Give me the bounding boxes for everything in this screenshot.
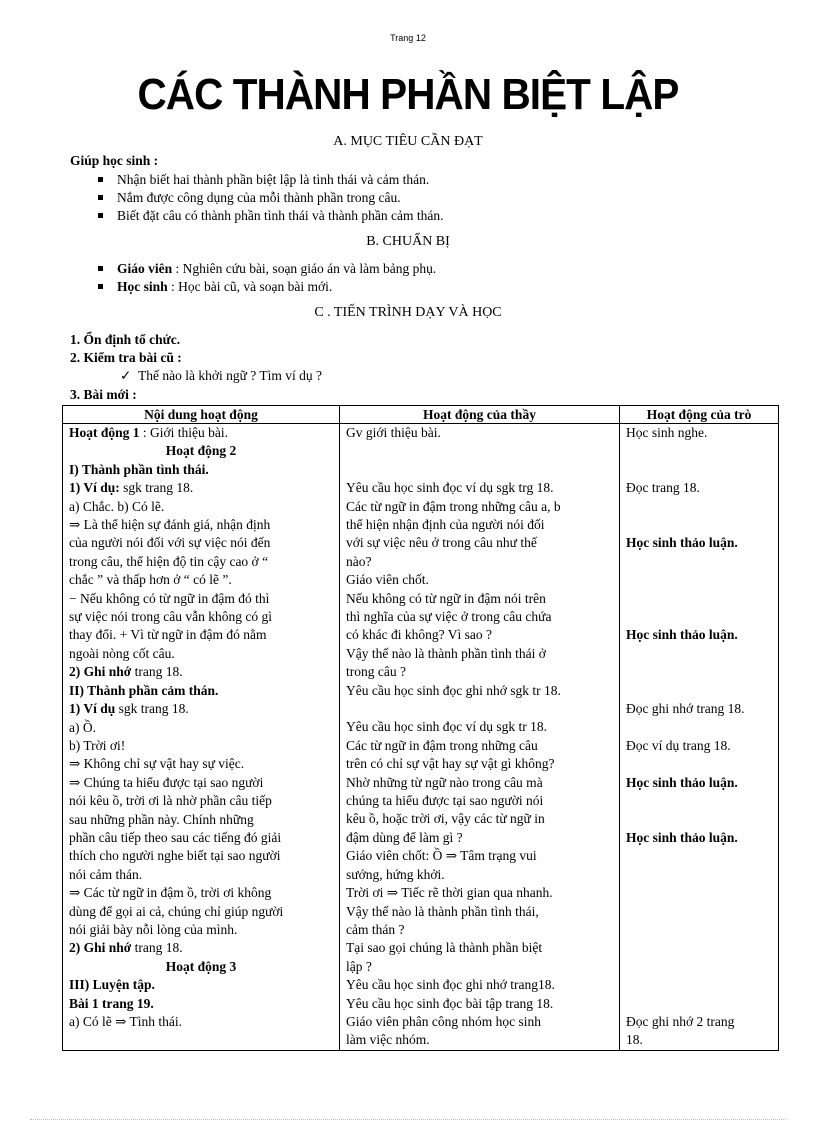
cell-text: thích cho người nghe biết tại sao người (69, 848, 281, 864)
cell-line (626, 553, 772, 571)
cell-text: sướng, hứng khởi. (346, 866, 445, 882)
cell-line (346, 663, 613, 681)
cell-text: 2) Ghi nhớ (69, 664, 132, 680)
cell-line (346, 608, 613, 626)
cell-line (69, 811, 333, 829)
cell-line (69, 700, 333, 718)
cell-text: cảm thán ? (346, 921, 405, 937)
cell-line (346, 442, 613, 460)
prep-label: Học sinh (117, 279, 168, 294)
cell-line (626, 498, 772, 516)
cell-line (626, 774, 772, 792)
cell-text: Giáo viên chốt. (346, 572, 429, 588)
cell-line (69, 1013, 333, 1031)
cell-text: Học sinh thảo luận. (626, 774, 738, 790)
cell-line (69, 847, 333, 865)
cell-text: nói cảm thán. (69, 866, 143, 882)
cell-text: Yêu cầu học sinh đọc ví dụ sgk trg 18. (346, 480, 554, 496)
table-row (63, 424, 779, 1051)
cell-text: Học sinh thảo luận. (626, 627, 738, 643)
check-question-text: Thế nào là khởi ngữ ? Tìm ví dụ ? (138, 368, 323, 383)
cell-line (626, 645, 772, 663)
cell-line (626, 957, 772, 975)
cell-text: Gv giới thiệu bài. (346, 425, 441, 440)
cell-line (626, 442, 772, 460)
cell-line (69, 774, 333, 792)
cell-text: b) Trời ơi! (69, 737, 126, 753)
cell-line (626, 663, 772, 681)
cell-text: ⇒ Các từ ngữ in đậm ồ, trời ơi không (69, 885, 272, 901)
prep-item-teacher (95, 260, 436, 278)
cell-text: kêu ồ, hoặc trời ơi, vậy các từ ngữ in (346, 811, 545, 827)
cell-text: chúng ta hiểu được tại sao người nói (346, 793, 544, 809)
cell-line (346, 939, 613, 957)
cell-line (346, 792, 613, 810)
cell-text: Học sinh nghe. (626, 425, 708, 440)
cell-text-rest: sgk trang 18. (119, 480, 194, 496)
student-column (620, 424, 779, 1051)
cell-line (346, 737, 613, 755)
objective-item: Biết đặt câu có thành phần tình thái và thành phần cảm thán. (95, 207, 444, 225)
cell-line (69, 534, 333, 552)
section-b-list (95, 260, 436, 296)
cell-line (69, 608, 333, 626)
cell-text: Tại sao gọi chúng là thành phần biệt (346, 940, 543, 956)
cell-line (626, 424, 772, 442)
cell-line (69, 884, 333, 902)
cell-line (626, 792, 772, 810)
footer-divider (30, 1119, 786, 1120)
cell-line (69, 571, 333, 589)
cell-line (626, 682, 772, 700)
cell-line (626, 590, 772, 608)
section-a-heading: A. MỤC TIÊU CẦN ĐẠT (333, 134, 483, 149)
cell-text: ngoài nòng cốt câu. (69, 645, 175, 661)
cell-line (626, 700, 772, 718)
cell-line (69, 498, 333, 516)
cell-text: làm việc nhóm. (346, 1032, 430, 1048)
cell-text: Đọc ví dụ trang 18. (626, 737, 731, 753)
prep-text: : Nghiên cứu bài, soạn giáo án và làm bảng phụ. (172, 261, 437, 276)
section-a-bullets (95, 171, 444, 225)
section-c-heading: C . TIẾN TRÌNH DẠY VÀ HỌC (314, 305, 502, 320)
cell-line (69, 939, 333, 957)
cell-text: Học sinh thảo luận. (626, 829, 738, 845)
cell-text: đậm dùng để làm gì ? (346, 829, 463, 845)
cell-text-rest: trang 18. (131, 940, 183, 956)
step-2: 2. Kiểm tra bài cũ : (70, 350, 182, 365)
cell-text: nói giải bày nỗi lòng của mình. (69, 921, 238, 937)
cell-line (69, 719, 333, 737)
cell-line (626, 994, 772, 1012)
cell-line (626, 976, 772, 994)
cell-text: sự việc nói trong câu vẫn không có gì (69, 609, 273, 625)
step-1: 1. Ổn định tổ chức. (70, 332, 181, 347)
cell-text: II) Thành phần cảm thán. (69, 682, 219, 698)
cell-line (69, 626, 333, 644)
cell-line (346, 903, 613, 921)
cell-line (346, 498, 613, 516)
cell-line (346, 958, 613, 976)
cell-line (626, 847, 772, 865)
cell-line (346, 590, 613, 608)
check-question (120, 367, 322, 385)
cell-text: có khác đi không? Vì sao ? (346, 627, 492, 643)
cell-text: Vậy thế nào là thành phần tình thái ở (346, 645, 546, 661)
prep-text: : Học bài cũ, và soạn bài mới. (167, 279, 333, 294)
cell-line (626, 866, 772, 884)
cell-line (626, 608, 772, 626)
cell-line (69, 442, 333, 460)
cell-line (69, 553, 333, 571)
cell-text: trên có chỉ sự vật hay sự vật gì không? (346, 756, 555, 772)
cell-text: Giáo viên phân công nhóm học sinh (346, 1013, 541, 1029)
cell-text: ⇒ Không chỉ sự vật hay sự việc. (69, 756, 245, 772)
cell-line (69, 737, 333, 755)
cell-line (69, 792, 333, 810)
cell-line (346, 866, 613, 884)
cell-text: Vậy thế nào là thành phần tình thái, (346, 903, 539, 919)
cell-text: ⇒ Chúng ta hiểu được tại sao người (69, 774, 264, 790)
cell-text-rest: : Giới thiệu bài. (139, 425, 229, 440)
cell-text: Yêu cầu học sinh đọc bài tập trang 18. (346, 995, 554, 1011)
cell-line (626, 626, 772, 644)
cell-line (346, 479, 613, 497)
cell-line (626, 755, 772, 773)
cell-line (69, 995, 333, 1013)
cell-text: chắc ” và thấp hơn ở “ có lẽ ”. (69, 572, 232, 588)
cell-text: Đọc ghi nhớ 2 trang (626, 1013, 735, 1029)
cell-text: 1) Ví dụ: (69, 480, 120, 496)
cell-text: Các từ ngữ in đậm trong những câu a, b (346, 498, 561, 514)
cell-line (346, 1013, 613, 1031)
page-number: Trang 12 (390, 33, 426, 43)
cell-line (346, 847, 613, 865)
cell-line (626, 534, 772, 552)
cell-line (626, 1031, 772, 1049)
cell-line (69, 516, 333, 534)
cell-line (346, 553, 613, 571)
page-title: CÁC THÀNH PHẦN BIỆT LẬP (137, 70, 679, 119)
cell-line (346, 571, 613, 589)
cell-line (69, 976, 333, 994)
cell-line (346, 829, 613, 847)
cell-line (626, 829, 772, 847)
cell-line (69, 958, 333, 976)
cell-text: ⇒ Là thể hiện sự đánh giá, nhận định (69, 517, 271, 533)
cell-text: Các từ ngữ in đậm trong những câu (346, 737, 538, 753)
table-header-row (63, 406, 779, 424)
cell-line (346, 626, 613, 644)
cell-text: nói kêu ồ, trời ơi là nhờ phần câu tiếp (69, 793, 272, 809)
cell-line (346, 645, 613, 663)
step-3: 3. Bài mới : (70, 387, 137, 402)
lesson-table (62, 405, 779, 1051)
cell-text: trong câu ? (346, 664, 406, 680)
cell-text: a) Có lẽ ⇒ Tình thái. (69, 1014, 183, 1029)
cell-line (69, 590, 333, 608)
cell-text-rest: sgk trang 18. (115, 701, 189, 717)
cell-text: Nếu không có từ ngữ in đậm nói trên (346, 590, 546, 606)
cell-text: Đọc trang 18. (626, 480, 700, 496)
section-b-heading: B. CHUẨN BỊ (366, 234, 450, 249)
cell-text: Hoạt động 3 (165, 958, 237, 974)
section-a-intro: Giúp học sinh : (70, 153, 159, 168)
cell-text: Hoạt động 1 (69, 425, 140, 440)
cell-text: Yêu cầu học sinh đọc ví dụ sgk tr 18. (346, 719, 547, 735)
cell-line (626, 921, 772, 939)
cell-text: a) Chắc. b) Có lẽ. (69, 498, 165, 514)
cell-line (346, 976, 613, 994)
cell-line (626, 737, 772, 755)
cell-text: thể hiện nhận định của người nói đối (346, 517, 545, 532)
cell-text: thay đổi. + Vì từ ngữ in đậm đó nằm (69, 627, 267, 643)
cell-line (346, 461, 613, 479)
cell-line (69, 829, 333, 847)
cell-line (346, 995, 613, 1013)
objective-item: Nhận biết hai thành phần biệt lập là tình thái và cảm thán. (95, 171, 444, 189)
cell-line (346, 516, 613, 534)
cell-text: Yêu cầu học sinh đọc ghi nhớ trang18. (346, 977, 555, 993)
header-teacher: Hoạt động của thầy (340, 406, 620, 424)
cell-line (69, 866, 333, 884)
cell-line (626, 516, 772, 534)
cell-text: Giáo viên chốt: Ồ ⇒ Tâm trạng vui (346, 848, 537, 864)
objective-item: Nắm được công dụng của mỗi thành phần trong câu. (95, 189, 444, 207)
cell-line (346, 718, 613, 736)
cell-line (346, 921, 613, 939)
cell-text: thì nghĩa của sự việc ở trong câu chứa (346, 609, 552, 625)
cell-text: sau những phần này. Chính những (69, 811, 254, 827)
content-column (63, 424, 340, 1051)
cell-text: Học sinh thảo luận. (626, 535, 738, 551)
cell-text: 2) Ghi nhớ (69, 940, 132, 956)
cell-line (346, 700, 613, 718)
cell-line (69, 424, 333, 442)
cell-line (346, 534, 613, 552)
cell-line (69, 479, 333, 497)
header-student: Hoạt động của trò (620, 406, 779, 424)
cell-text-rest: trang 18. (131, 664, 183, 680)
cell-text: Bài 1 trang 19. (69, 995, 154, 1011)
cell-text: a) Ồ. (69, 719, 96, 735)
cell-text: Đọc ghi nhớ trang 18. (626, 700, 745, 716)
cell-text: lập ? (346, 958, 372, 974)
prep-label: Giáo viên (117, 261, 173, 276)
teacher-column (340, 424, 620, 1051)
cell-line (346, 755, 613, 773)
cell-text: trong câu, thể hiện độ tin cậy cao ở “ (69, 553, 269, 569)
prep-item-student (95, 278, 436, 296)
cell-text: với sự việc nêu ở trong câu như thế (346, 535, 537, 551)
cell-line (346, 682, 613, 700)
cell-line (626, 718, 772, 736)
cell-line (626, 902, 772, 920)
cell-text: nào? (346, 553, 372, 569)
header-content: Nội dung hoạt động (63, 406, 340, 424)
cell-line (626, 939, 772, 957)
cell-text: I) Thành phần tình thái. (69, 461, 209, 477)
cell-text: Trời ơi ⇒ Tiếc rẽ thời gian qua nhanh. (346, 885, 553, 901)
cell-line (626, 810, 772, 828)
cell-text: 1) Ví dụ (69, 701, 116, 717)
cell-text: dùng để gọi ai cả, chúng chỉ giúp người (69, 903, 284, 919)
cell-text: Hoạt động 2 (165, 443, 237, 459)
cell-line (626, 461, 772, 479)
cell-text: Yêu cầu học sinh đọc ghi nhớ sgk tr 18. (346, 682, 561, 698)
cell-line (626, 479, 772, 497)
cell-line (69, 921, 333, 939)
cell-line (626, 1013, 772, 1031)
cell-line (626, 571, 772, 589)
cell-text: III) Luyện tập. (69, 977, 155, 993)
cell-text: − Nếu không có từ ngữ in đậm đó thì (69, 590, 270, 606)
cell-line (69, 903, 333, 921)
cell-line (626, 884, 772, 902)
cell-line (69, 645, 333, 663)
cell-line (346, 1031, 613, 1049)
cell-line (346, 424, 613, 442)
cell-line (69, 663, 333, 681)
cell-line (346, 810, 613, 828)
cell-line (69, 755, 333, 773)
cell-text: Nhờ những từ ngữ nào trong câu mà (346, 774, 543, 790)
cell-text: phần câu tiếp theo sau các tiếng đó giải (69, 829, 282, 845)
cell-text: 18. (626, 1032, 643, 1048)
cell-line (69, 682, 333, 700)
cell-line (69, 461, 333, 479)
cell-line (346, 774, 613, 792)
cell-line (346, 884, 613, 902)
checkmark-icon: ✓ (120, 368, 132, 383)
cell-text: của người nói đối với sự việc nói đến (69, 535, 271, 551)
